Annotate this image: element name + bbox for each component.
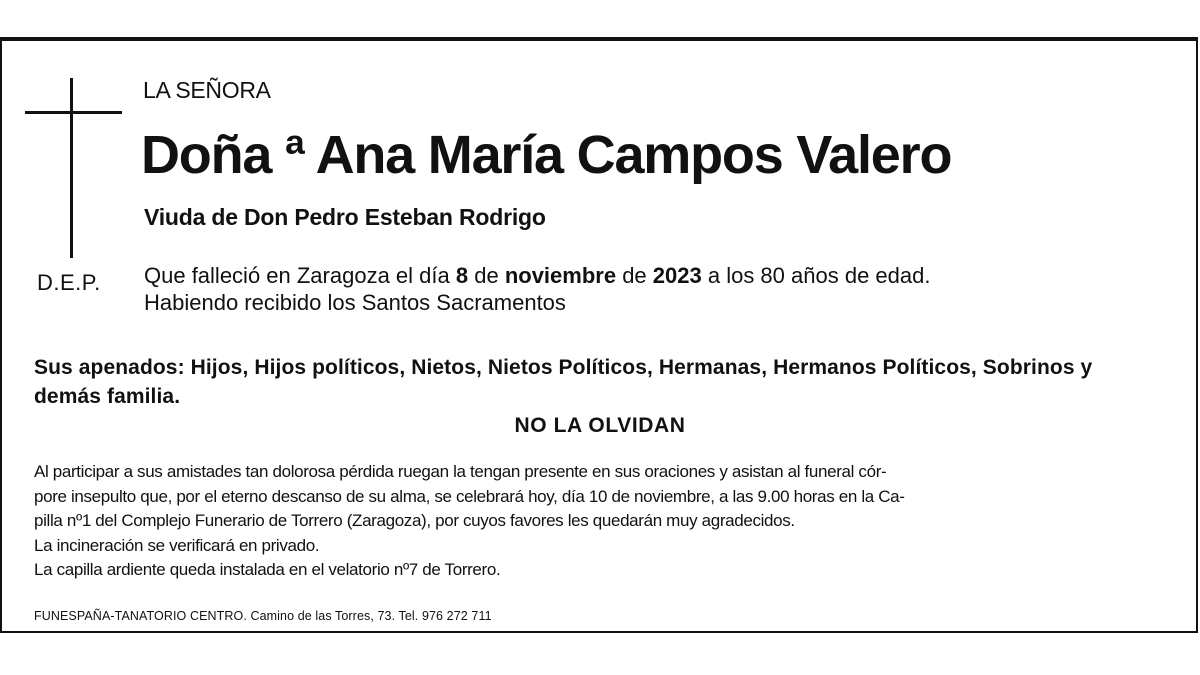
funeral-home-footer: FUNESPAÑA-TANATORIO CENTRO. Camino de las Torres, 73. Tel. 976 272 711 — [34, 609, 492, 623]
death-text-2: de — [468, 263, 505, 288]
death-text-1: Que falleció en Zaragoza el día — [144, 263, 456, 288]
dep-label: D.E.P. — [37, 270, 101, 295]
cross-icon-vertical — [70, 78, 73, 258]
death-text-3: de — [616, 263, 653, 288]
funeral-line-1: Al participar a sus amistades tan dolorosa pérdida ruegan la tengan presente en sus oraciones y asistan al funeral cór- — [34, 462, 887, 481]
death-day: 8 — [455, 263, 469, 288]
funeral-line-3: pilla nº1 del Complejo Funerario de Torrero (Zaragoza), por cuyos favores les quedarán muy agradecidos. — [34, 511, 795, 530]
closing-line: NO LA OLVIDAN — [514, 414, 686, 437]
cremation-line: La incineración se verificará en privado. — [34, 535, 320, 555]
death-month: noviembre — [504, 263, 617, 288]
death-date-line — [144, 262, 930, 289]
widow-line: Viuda de Don Pedro Esteban Rodrigo — [144, 204, 546, 230]
intro-title: LA SEÑORA — [143, 77, 271, 103]
mourners-paragraph: Sus apenados: Hijos, Hijos políticos, Nietos, Nietos Políticos, Hermanas, Hermanos Políticos, Sobrinos y demás familia. — [34, 356, 1093, 408]
funeral-details — [34, 460, 1169, 583]
funeral-line-2: pore insepulto que, por el eterno descanso de su alma, se celebrará hoy, día 10 de noviembre, a las 9.00 horas en la Ca- — [34, 486, 905, 506]
death-details — [144, 262, 930, 316]
sacraments-line: Habiendo recibido los Santos Sacramentos — [144, 290, 566, 315]
death-text-4: a los 80 años de edad. — [701, 263, 931, 288]
death-year: 2023 — [652, 263, 702, 288]
deceased-name: Doña ª Ana María Campos Valero — [141, 125, 952, 185]
chapel-line: La capilla ardiente queda instalada en el velatorio nº7 de Torrero. — [34, 560, 501, 579]
cross-icon-horizontal — [25, 111, 122, 114]
